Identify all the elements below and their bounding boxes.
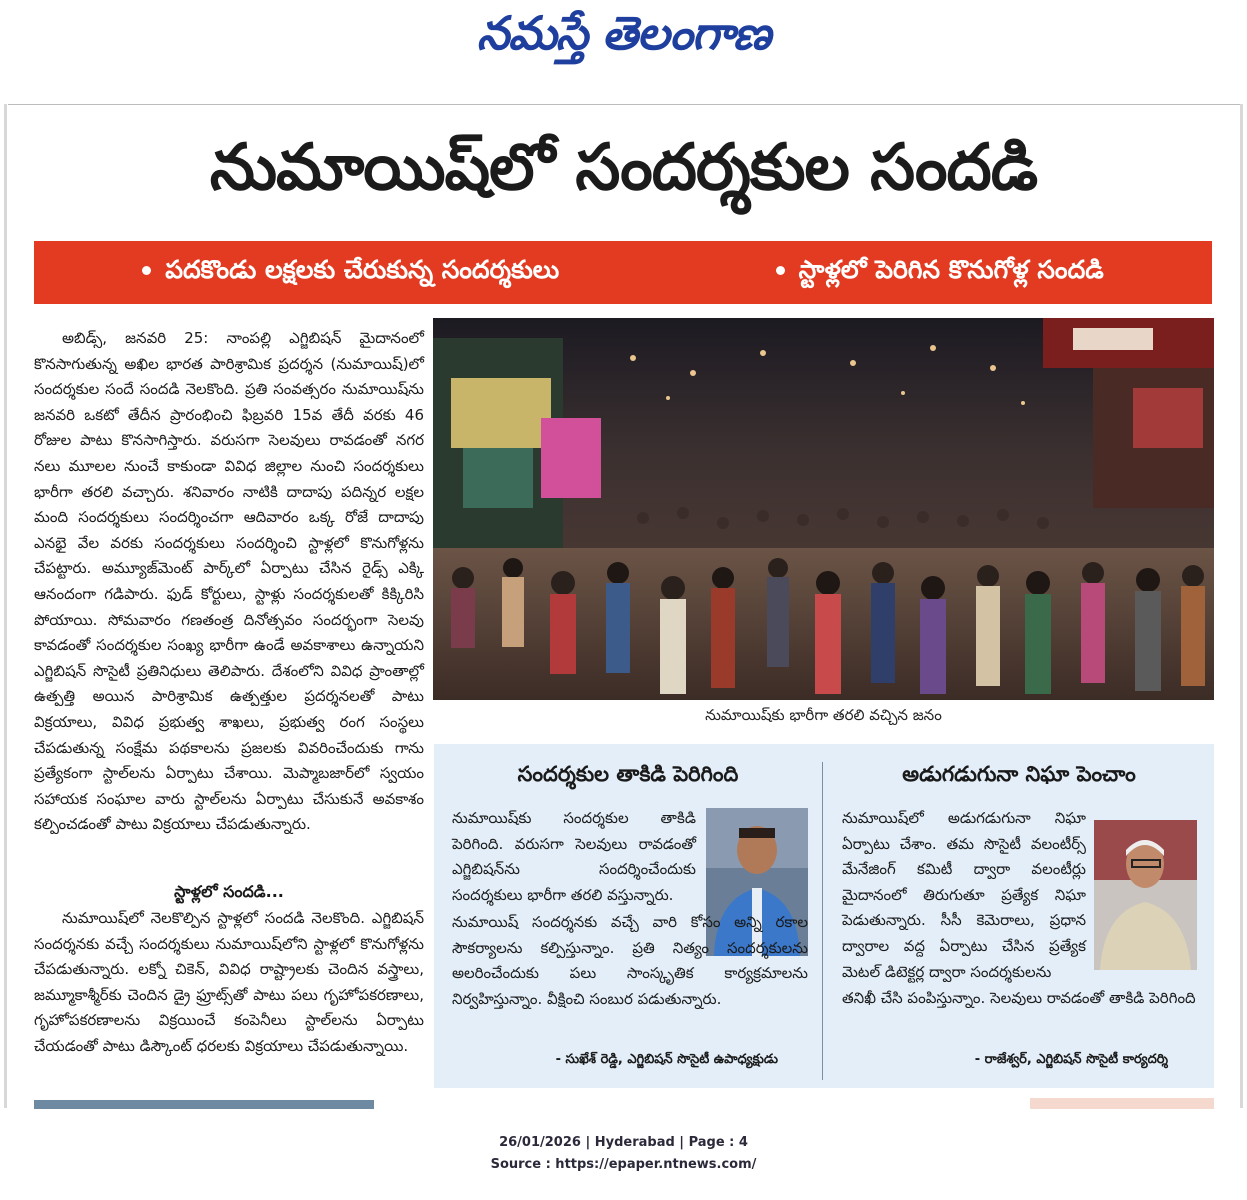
portrait-icon [1094,820,1197,970]
article-subhead: స్టాళ్లలో సందడి... [174,882,284,901]
box-left-heading: సందర్శకుల తాకిడి పెరిగింది [517,762,739,786]
masthead-logo-text: నమస్తే తెలంగాణ [476,6,771,60]
bullet-icon [142,266,151,275]
article-paragraph-2: నుమాయిష్‌లో నెలకొల్పిన స్టాళ్లలో సందడి నెలకొంది. ఎగ్జిబిషన్ సందర్శనకు వచ్చే సందర్శకులు నుమాయిష్‌లోని స్టాళ్లలో కొనుగోళ్లను చేపడుతున్నారు. లక్నో చికెన్, వివిధ రాష్ట్రాలకు చెందిన వస్త్రాలు, జమ్మూకాశ్మీర్‌కు చెందిన డ్రై ఫ్రూట్స్‌తో పాటు పలు గృహోపకరణాలు, గృహోపకరణాలను విక్రయించే కంపెనీలు స్టాల్‌లను ఏర్పాటు చేయడంతో పాటు డిస్కౌంట్ ధరలకు విక్రయాలు చేపడుతున్నాయి. [34,909,424,1055]
left-edge-line [4,104,7,1108]
highlight-2-text: స్టాళ్లలో పెరిగిన కొనుగోళ్ల సందడి [798,254,1104,284]
crowd-photo-illustration [433,318,1214,700]
box-left-text-bottom: నుమాయిష్ సందర్శనకు వచ్చే వారి కోసం అన్ని రకాల సౌకర్యాలను కల్పిస్తున్నాం. ప్రతి నిత్యం సందర్శకులను అలరించేందుకు పలు సాంస్కృతిక కార్యక్రమాలను నిర్వహిస్తున్నాం. వీక్షించి సంబుర పడుతున్నారు. [452,913,808,1008]
footer-photo-strip-right [1030,1098,1214,1109]
box-left-signature: - సుఖేశ్ రెడ్డి, ఎగ్జిబిషన్ సొసైటీ ఉపాధ్యక్షుడు [555,1052,778,1067]
highlights-band [34,241,1212,304]
highlight-2 [776,255,1104,291]
page-source: Source : https://epaper.ntnews.com/ [490,1157,757,1172]
right-edge-line [1240,104,1243,1108]
box-right-text-bottom: తనిఖీ చేసి పంపిస్తున్నాం. సెలవులు రావడంతో తాకిడి పెరిగింది [842,989,1196,1007]
photo-caption: నుమాయిష్‌కు భారీగా తరలి వచ్చిన జనం [705,706,942,724]
bullet-icon [776,266,785,275]
portrait-rajeshwar [1094,820,1197,970]
footer-photo-strip [34,1100,374,1109]
headline: నుమాయిష్‌లో సందర్శకుల సందడి [209,131,1038,205]
box-right-signature: - రాజేశ్వర్, ఎగ్జిబిషన్ సొసైటీ కార్యదర్శి [974,1052,1168,1067]
box-left-text-top: నుమాయిష్‌కు సందర్శకుల తాకిడి పెరిగింది. వరుసగా సెలవులు రావడంతో ఎగ్జిబిషన్‌ను సందర్శించేందుకు సందర్శకులు భారీగా తరలి వస్తున్నారు. [452,809,696,904]
crowd-photo [433,318,1214,700]
masthead [0,0,1247,78]
article-paragraph-1: అబిడ్స్, జనవరి 25: నాంపల్లి ఎగ్జిబిషన్ మైదానంలో కొనసాగుతున్న అఖిల భారత పారిశ్రామిక ప్రదర్శన (నుమాయిష్)లో సందర్శకుల సందే సందడి నెలకొంది. ప్రతి సంవత్సరం నుమాయిష్‌ను జనవరి ఒకటో తేదీన ప్రారంభించి ఫిబ్రవరి 15వ తేదీ వరకు 46 రోజుల పాటు కొనసాగిస్తారు. వరుసగా సెలవులు రావడంతో నగర నలు మూలల నుంచే కాకుండా వివిధ జిల్లాల నుంచి సందర్శకులు భారీగా తరలి వచ్చారు. శనివారం నాటికి దాదాపు పదిన్నర లక్షల మంది సందర్శకులు సందర్శించగా ఆదివారం ఒక్క రోజే దాదాపు ఎనభై వేల వరకు సందర్శకులు సందర్శించి స్టాళ్లలో కొనుగోళ్లను చేపట్టారు. అమ్యూజ్‌మెంట్ పార్క్‌లో ఏర్పాటు చేసిన రైడ్స్ ఎక్కి ఆనందంగా గడిపారు. ఫుడ్ కోర్టులు, స్టాళ్లు సందర్శకులతో కిక్కిరిసి పోయాయి. సోమవారం గణతంత్ర దినోత్సవం సందర్భంగా సెలవు కావడంతో సందర్శకుల సంఖ్య భారీగా ఉండే అవకాశాలు ఉన్నాయని ఎగ్జిబిషన్ సొసైటీ ప్రతినిధులు తెలిపారు. దేశంలోని వివిధ ప్రాంతాల్లో ఉత్పత్తి అయిన పారిశ్రామిక ఉత్పత్తుల ప్రదర్శనలతో పాటు విక్రయాలు, వివిధ ప్రభుత్వ శాఖలు, ప్రభుత్వ రంగ సంస్థలు చేపడుతున్న సంక్షేమ పథకాలను ప్రజలకు వివరించేందుకు గాను ప్రత్యేకంగా స్టాల్‌లను ఏర్పాటు చేశాయి. మెప్మాబజార్‌లో స్వయం సహాయక సంఘాల వారు స్టాల్‌లను ఏర్పాటు చేసుకునే అవకాశం కల్పించడంతో పాటు విక్రయాలు చేపడుతున్నారు. [34,329,424,834]
quote-divider [822,762,823,1080]
highlight-1 [142,255,559,291]
box-right-heading: అడుగడుగునా నిఘా పెంచాం [902,762,1136,786]
box-right-text-top: నుమాయిష్‌లో అడుగడుగునా నిఘా ఏర్పాటు చేశాం. తమ సొసైటీ వలంటీర్స్ మేనేజింగ్ కమిటీ ద్వారా వలంటీర్లు మైదానంలో తిరుగుతూ ప్రత్యేక నిఘా పెడుతున్నారు. సీసీ కెమెరాలు, ప్రధాన ద్వారాల వద్ద ఏర్పాటు చేసిన ప్రత్యేక మెటల్ డిటెక్టర్ల ద్వారా సందర్శకులను [842,809,1086,981]
highlight-1-text: పదకొండు లక్షలకు చేరుకున్న సందర్శకులు [165,254,560,284]
page-dateline: 26/01/2026 | Hyderabad | Page : 4 [499,1135,748,1150]
